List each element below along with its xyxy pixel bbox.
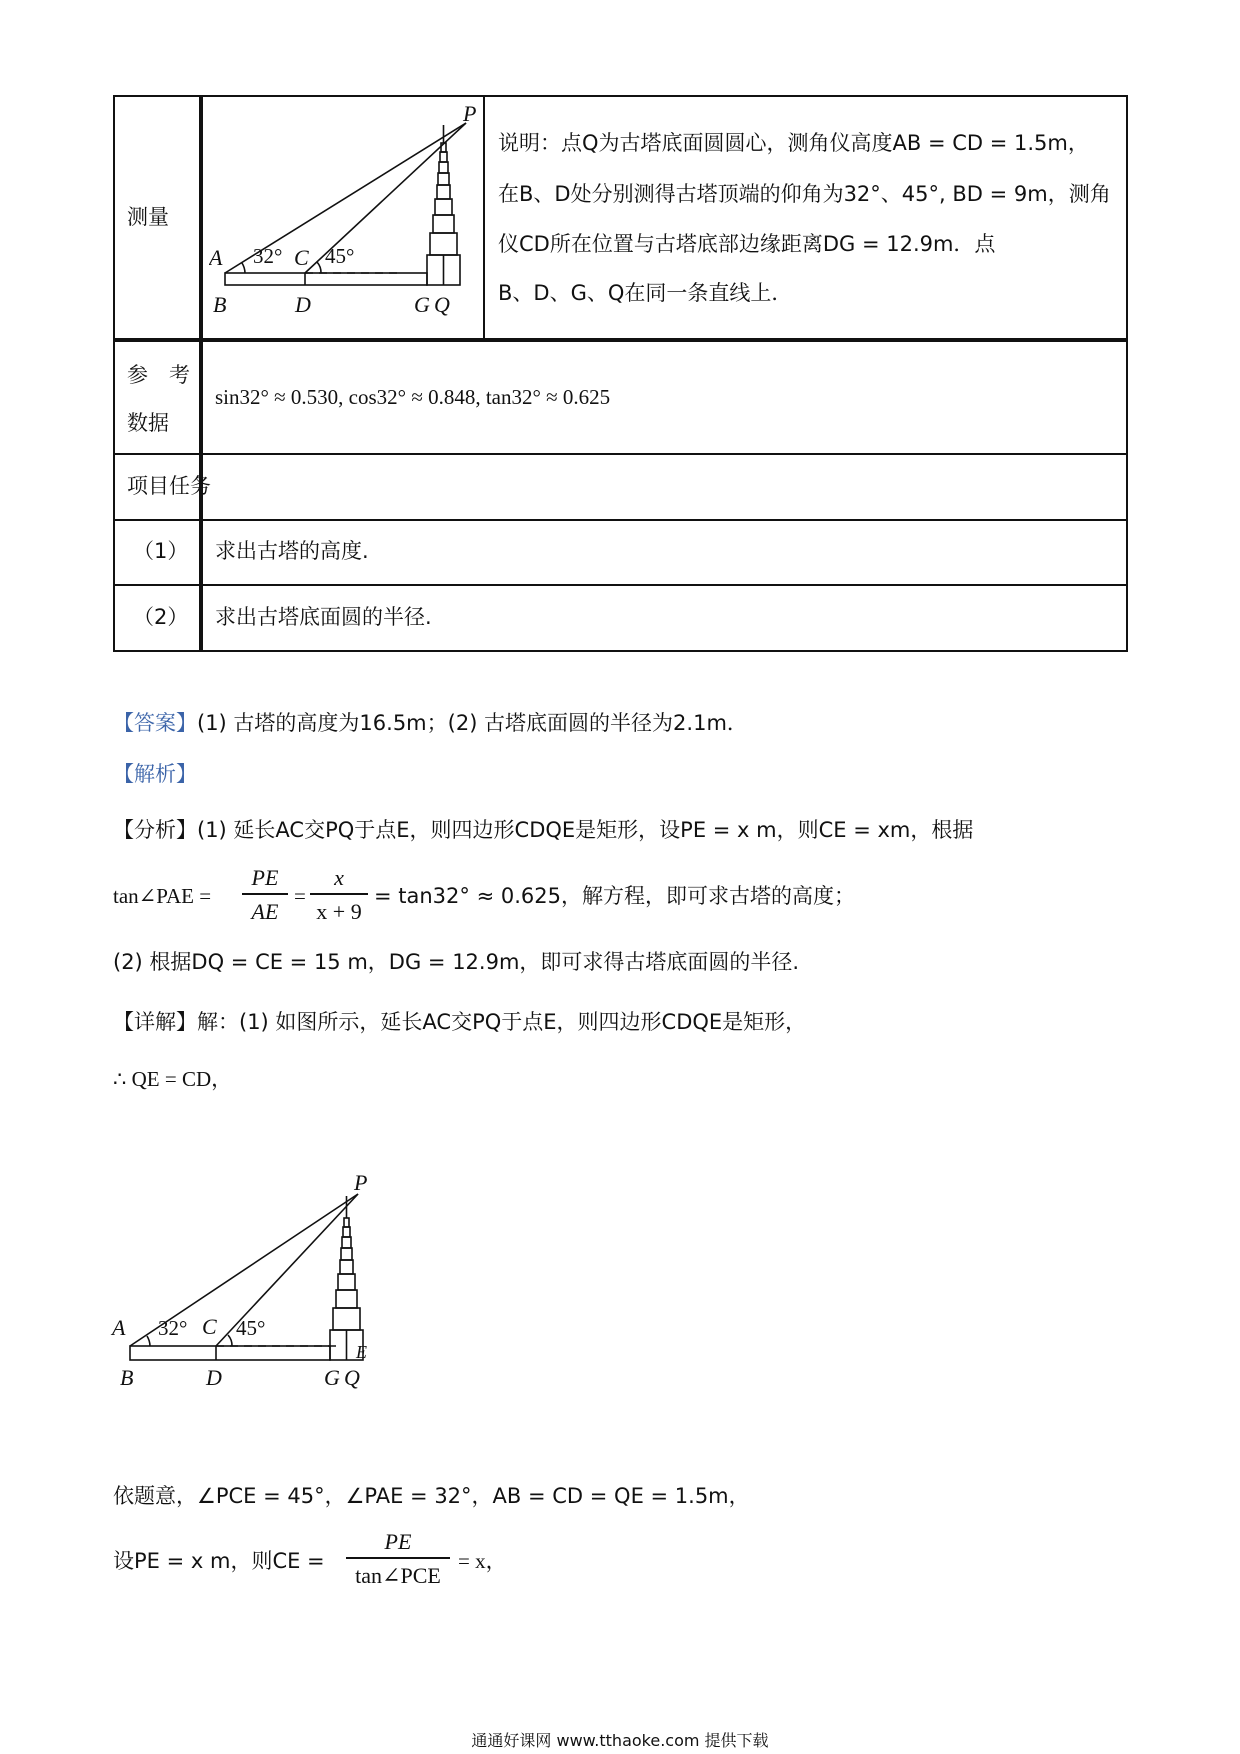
label-B: B [213,292,227,317]
project-table [113,95,1128,652]
page-footer: 通通好课网 www.tthaoke.com 提供下载 [471,1731,769,1750]
reference-data: sin32° ≈ 0.530, cos32° ≈ 0.848, tan32° ≈ 0.625 [215,385,611,409]
label-A: A [209,245,223,270]
analysis-heading [113,764,197,785]
angle-45: 45° [325,244,355,268]
answer-tag: 【答案】 [113,711,197,735]
desc-line-1: 说明：点Q为古塔底面圆圆心，测角仪高度AB = CD = 1.5m， [498,131,1089,155]
after-line-1: 依题意，∠PCE = 45°，∠PAE = 32°，AB = CD = QE = 1.5m， [113,1484,750,1508]
formula-equals: = [294,884,306,908]
frac1-bar [242,893,288,895]
fig2-label-C: C [202,1314,217,1339]
task-2-number: （2） [133,605,189,629]
fig2-angle-45: 45° [236,1316,266,1340]
row-label-ref-a: 参 考 [127,363,190,387]
fig2-label-B: B [120,1365,134,1390]
fenxi-line-3: (2) 根据DQ = CE = 15 m，DG = 12.9m，即可求得古塔底面圆的半径. [113,950,800,974]
angle-32: 32° [253,244,283,268]
frac2-num: x [334,865,344,890]
fenxi-line-1 [113,820,973,841]
task-1-text: 求出古塔的高度. [215,539,369,563]
label-C: C [294,245,309,270]
fig2-label-Q: Q [344,1365,360,1390]
detail-text-1: 解：(1) 如图所示，延长AC交PQ于点E，则四边形CDQE是矩形， [197,1010,807,1034]
detail-line-1 [113,1012,806,1033]
label-P: P [463,105,477,126]
label-G: G [414,292,430,317]
label-D: D [295,292,311,317]
desc-line-2: 在B、D处分别测得古塔顶端的仰角为32°、45°, BD = 9m，测角 [498,182,1111,206]
answer-line [113,713,748,734]
analysis-tag: 【解析】 [113,762,197,786]
frac2-bar [310,893,368,895]
fig2-label-E: E [356,1342,367,1362]
row-label-measure: 测量 [127,205,169,229]
task-1-number: （1） [133,539,189,563]
frac3-num: PE [384,1529,412,1554]
detail-tag: 【详解】 [113,1010,197,1034]
fig2-label-A: A [112,1315,126,1340]
label-Q: Q [434,292,450,317]
tower-figure-2 [110,1170,390,1395]
row-label-tasks: 项目任务 [127,474,211,498]
fenxi-tag: 【分析】 [113,818,197,842]
fig2-label-D: D [206,1365,222,1390]
fenxi-formula-prefix: tan∠PAE = [113,884,212,908]
frac1-den: AE [251,899,279,924]
fig2-label-G: G [324,1365,340,1390]
after-line-2-suffix: = x， [458,1549,507,1573]
fig2-angle-32: 32° [158,1316,188,1340]
desc-line-4: B、D、G、Q在同一条直线上． [498,281,793,305]
desc-line-3: 仪CD所在位置与古塔底部边缘距离DG = 12.9m．点 [498,232,996,256]
row-label-ref-b: 数据 [127,411,169,435]
frac1-num: PE [251,865,279,890]
fenxi-formula-suffix: = tan32° ≈ 0.625，解方程，即可求古塔的高度； [374,884,855,908]
task-2-text: 求出古塔底面圆的半径. [215,605,432,629]
detail-line-2: ∴ QE = CD， [113,1067,233,1091]
fig2-label-P: P [354,1170,368,1195]
frac2-den: x + 9 [316,899,362,924]
fenxi-text-1: (1) 延长AC交PQ于点E，则四边形CDQE是矩形，设PE = x m，则CE = xm，根据 [197,818,974,842]
answer-text: (1) 古塔的高度为16.5m；(2) 古塔底面圆的半径为2.1m． [197,711,748,735]
after-line-2-prefix: 设PE = x m，则CE = [113,1549,325,1573]
frac3-bar [346,1557,450,1559]
frac3-den: tan∠PCE [355,1563,441,1588]
tower-figure-1 [209,105,479,325]
